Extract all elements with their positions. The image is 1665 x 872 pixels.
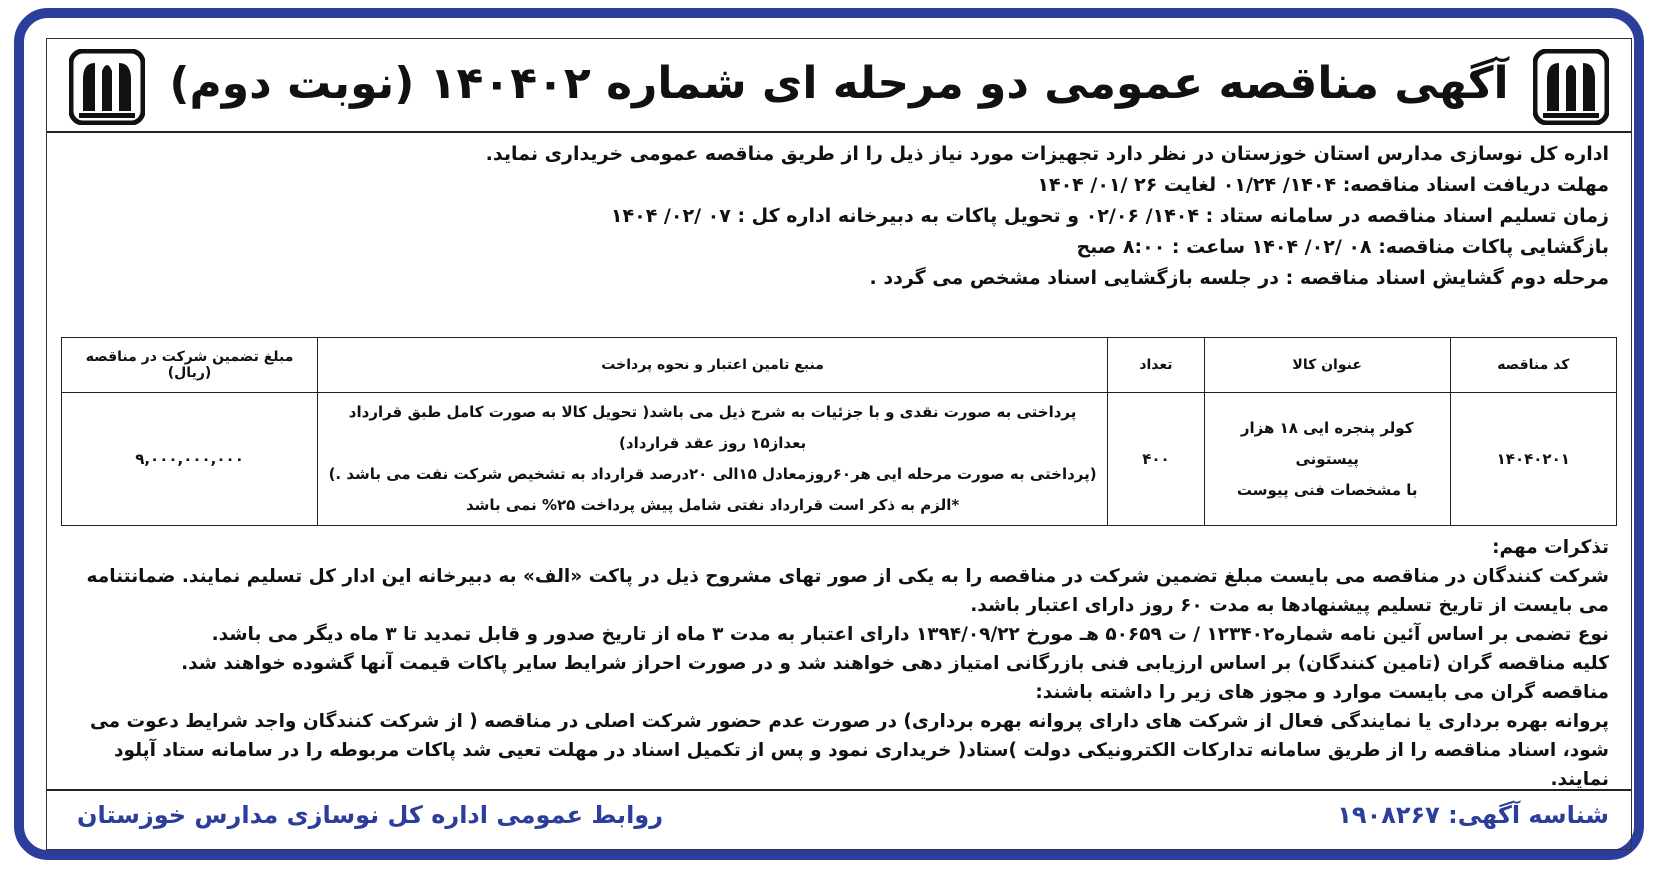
ad-id: شناسه آگهی: ۱۹۰۸۲۶۷ (1337, 801, 1609, 829)
funding-line: *الزم به ذکر است قرارداد نفتی شامل پیش پرداخت ۲۵% نمی باشد (465, 496, 960, 514)
intro-line: بازگشایی پاکات مناقصه: ۰۸ /۰۲/ ۱۴۰۴ ساعت : ۸:۰۰ صبح (1076, 236, 1609, 258)
important-notes (53, 533, 1609, 794)
cell-item (1204, 393, 1450, 526)
cell-qty: ۴۰۰ (1108, 393, 1205, 526)
notes-heading: تذکرات مهم: (1492, 537, 1609, 558)
col-header-qty: تعداد (1108, 338, 1205, 393)
notice-body (46, 38, 1632, 850)
item-line: با مشخصات فنی پیوست (1236, 480, 1418, 499)
emblem-icon (1533, 49, 1609, 125)
note-paragraph: شرکت کنندگان در مناقصه می بایست مبلغ تضمین شرکت در مناقصه را به یکی از صور تهای مشروح ذیل در پاکت «الف» به دبیرخانه این ادار کل تسلیم نمایند. ضمانتنامه می بایست از تاریخ تسلیم پیشنهادها به مدت ۶۰ روز دارای اعتبار باشد. (86, 566, 1609, 616)
notice-footer (47, 789, 1631, 849)
intro-line: مرحله دوم گشایش اسناد مناقصه : در جلسه بازگشایی اسناد مشخص می گردد . (869, 267, 1609, 289)
item-line: کولر پنجره ایی ۱۸ هزار پیستونی (1240, 418, 1414, 468)
publisher: روابط عمومی اداره کل نوسازی مدارس خوزستان (77, 801, 664, 829)
note-paragraph: نوع تضمی بر اساس آئین نامه شماره۱۲۳۴۰۲ / ت ۵۰۶۵۹ هـ مورخ ۱۳۹۴/۰۹/۲۲ دارای اعتبار به مدت ۳ ماه از تاریخ صدور و قابل تمدید تا ۳ ماه دیگر می باشد. (211, 624, 1609, 645)
cell-code: ۱۴۰۴۰۲۰۱ (1450, 393, 1616, 526)
page-title: آگهی مناقصه عمومی دو مرحله ای شماره ۱۴۰۴۰۲ (نوبت دوم) (169, 58, 1509, 109)
emblem-icon (69, 49, 145, 125)
note-paragraph: پروانه بهره برداری یا نمایندگی فعال از شرکت های دارای پروانه بهره برداری) در صورت عدم حضور شرکت اصلی در مناقصه ( از شرکت کنندگان واجد شرایط دعوت می شود، اسناد مناقصه را از طریق سامانه تدارکات الکترونیکی دولت )ستاد( خریداری نمود و پس از تکمیل اسناد در مهلت تعیی شد پاکات مربوطه را در سامانه ستاد آپلود نمایند. (89, 711, 1609, 790)
notice-header (47, 39, 1631, 133)
intro-text (69, 139, 1609, 294)
intro-line: اداره کل نوسازی مدارس استان خوزستان در نظر دارد تجهیزات مورد نیاز ذیل را از طریق مناقصه عمومی خریداری نماید. (485, 143, 1609, 165)
col-header-item: عنوان کالا (1204, 338, 1450, 393)
table-header-row (62, 338, 1617, 393)
intro-line: زمان تسلیم اسناد مناقصه در سامانه ستاد : ۱۴۰۴/ ۰۲/۰۶ و تحویل پاکات به دبیرخانه اداره کل : ۰۷ /۰۲/ ۱۴۰۴ (610, 205, 1609, 227)
cell-funding (318, 393, 1108, 526)
funding-line: (پرداختی به صورت مرحله ایی هر۶۰روزمعادل ۱۵الی ۲۰درصد قرارداد به تشخیص شرکت نفت می باشد .) (328, 465, 1097, 483)
note-paragraph: کلیه مناقصه گران (تامین کنندگان) بر اساس ارزیابی فنی بازرگانی امتیاز دهی خواهند شد و در صورت احراز شرایط سایر پاکات قیمت آنها گشوده خواهند شد. (181, 653, 1609, 674)
intro-line: مهلت دریافت اسناد مناقصه: ۱۴۰۴/ ۰۱/۲۴ لغایت ۲۶ /۰۱/ ۱۴۰۴ (1037, 174, 1609, 196)
col-header-guarantee: مبلغ تضمین شرکت در مناقصه (ریال) (62, 338, 318, 393)
notice-frame (14, 8, 1644, 860)
col-header-funding: منبع تامین اعتبار و نحوه پرداخت (318, 338, 1108, 393)
col-header-code: کد مناقصه (1450, 338, 1616, 393)
tender-table (61, 337, 1617, 526)
cell-guarantee: ۹,۰۰۰,۰۰۰,۰۰۰ (62, 393, 318, 526)
note-paragraph: مناقصه گران می بایست موارد و مجوز های زیر را داشته باشند: (1035, 682, 1609, 703)
funding-line: پرداختی به صورت نقدی و با جزئیات به شرح ذیل می باشد( تحویل کالا به صورت کامل طبق قرارداد بعداز۱۵ روز عقد قرارداد) (348, 403, 1077, 452)
table-row (62, 393, 1617, 526)
